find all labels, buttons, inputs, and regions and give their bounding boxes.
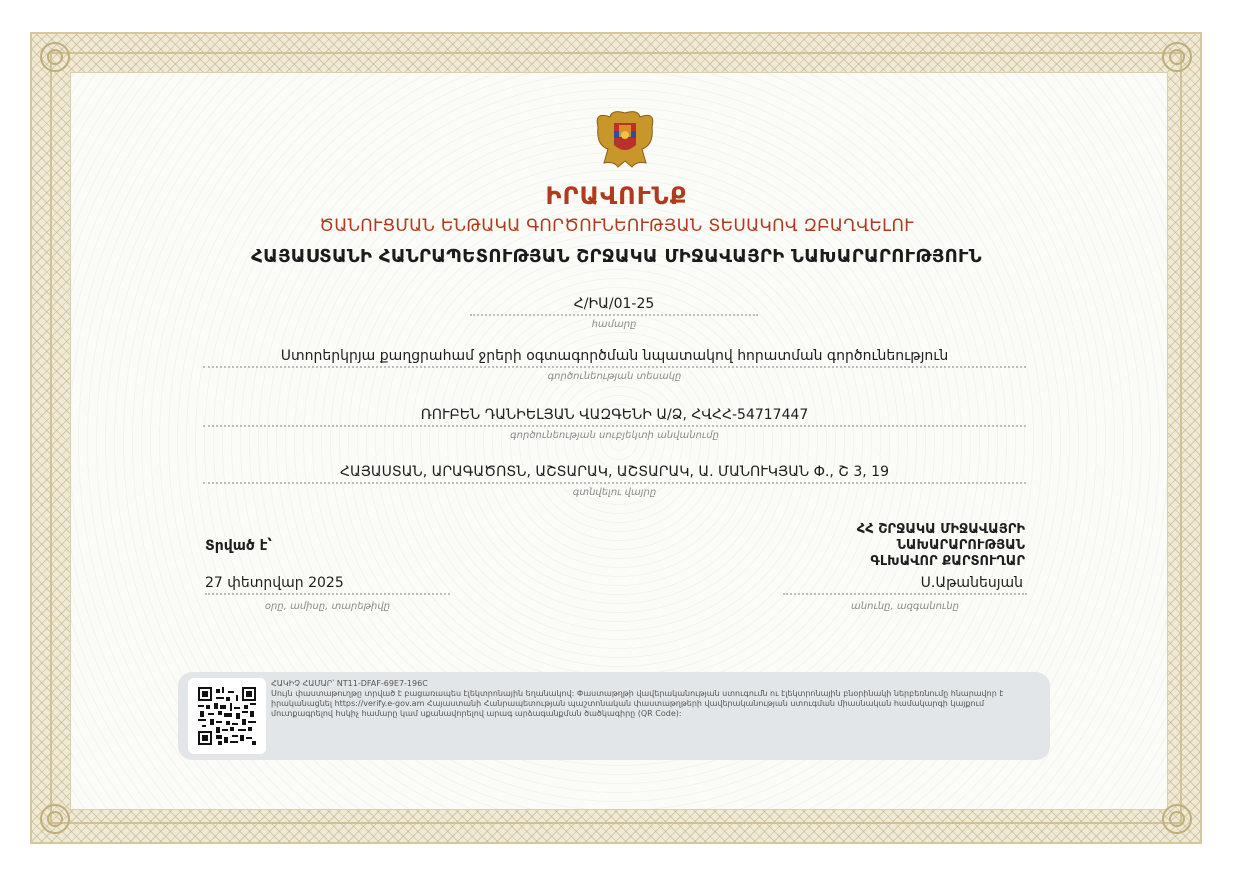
qr-code-icon — [198, 687, 256, 745]
verification-text-block — [271, 679, 1043, 719]
activity-type-value: Ստորերկրյա քաղցրահամ ջրերի օգտագործման նպատակով հորատման գործունեություն — [280, 348, 949, 364]
corner-ornament-icon — [1158, 38, 1196, 76]
field-dotted-line — [203, 482, 1026, 484]
document-title: ԻՐԱՎՈՒՆՔ — [545, 182, 688, 210]
qr-code[interactable] — [188, 678, 266, 754]
number-value: Հ/ԻԱ/01-25 — [573, 296, 655, 312]
verification-panel — [178, 672, 1050, 760]
signatory-title-line: ԳԼԽԱՎՈՐ ՔԱՐՏՈՒՂԱՐ — [870, 554, 1025, 569]
number-field — [470, 296, 758, 330]
document-subtitle: ԾԱՆՈՒՑՄԱՆ ԵՆԹԱԿԱ ԳՈՐԾՈՒՆԵՈՒԹՅԱՆ ՏԵՍԱԿՈՎ ԶԲԱՂՎԵԼՈՒ — [319, 216, 914, 236]
location-value: ՀԱՅԱՍՏԱՆ, ԱՐԱԳԱԾՈՏՆ, ԱՇՏԱՐԱԿ, ԱՇՏԱՐԱԿ, Ա. ՄԱՆՈՒԿՅԱՆ Փ., Շ 3, 19 — [340, 464, 889, 480]
signatory-caption: անունը, ազգանունը — [851, 601, 959, 612]
activity-type-field — [203, 348, 1026, 382]
location-caption: գտնվելու վայրը — [572, 487, 657, 498]
signatory-title-line: ՆԱԽԱՐԱՐՈՒԹՅԱՆ — [896, 538, 1025, 553]
verification-instructions: Սույն փաստաթուղթը տրված է բացառապես էլեկտրոնային եղանակով: Փաստաթղթի վավերականության ստուգումն ու էլեկտրոնային բնօրինակի ներբեռնումը հնարավոր է իրականացնել https://verify.e-gov.am Հայաստանի Հանրապետության պաշտոնական փաստաթղթերի վավերականության ստուգման միասնական համակարգի կայքում մուտքագրելով հսկիչ համարը կամ սքանավորելով արագ արձագանքման ծածկագիրը (QR Code): — [271, 689, 1004, 718]
issuing-authority: ՀԱՅԱՍՏԱՆԻ ՀԱՆՐԱՊԵՏՈՒԹՅԱՆ ՇՐՋԱԿԱ ՄԻՋԱՎԱՅՐԻ ՆԱԽԱՐԱՐՈՒԹՅՈՒՆ — [251, 246, 982, 267]
signatory-title — [765, 522, 1025, 570]
signatory-name: Ս.Աթանեսյան — [920, 575, 1023, 591]
field-dotted-line — [203, 366, 1026, 368]
location-field — [203, 464, 1026, 498]
signatory-title-line: ՀՀ ՇՐՋԱԿԱ ՄԻՋԱՎԱՅՐԻ — [856, 522, 1025, 537]
armenian-coat-of-arms-icon — [592, 105, 658, 171]
number-caption: համարը — [591, 319, 637, 330]
corner-ornament-icon — [1158, 800, 1196, 838]
corner-ornament-icon — [36, 38, 74, 76]
field-dotted-line — [470, 314, 758, 316]
corner-ornament-icon — [36, 800, 74, 838]
issued-label: Տրված է՝ — [205, 538, 272, 554]
subject-name-caption: գործունեության սուբյեկտի անվանումը — [510, 430, 719, 441]
verification-code: ՀԱԿԻՉ ՀԱՄԱՐ՝ NT11-DFAF-69E7-196C — [271, 679, 428, 688]
field-dotted-line — [203, 425, 1026, 427]
subject-name-value: ՌՈՒԲԵՆ ԴԱՆԻԵԼՅԱՆ ՎԱԶԳԵՆԻ Ա/Ձ, ՀՎՀՀ-54717447 — [420, 407, 809, 423]
issue-date: 27 փետրվար 2025 — [205, 575, 344, 591]
subject-name-field — [203, 407, 1026, 441]
issue-date-caption: օրը, ամիսը, տարեթիվը — [264, 601, 391, 612]
signature-dotted-line — [783, 593, 1027, 595]
date-dotted-line — [205, 593, 450, 595]
activity-type-caption: գործունեության տեսակը — [547, 371, 682, 382]
